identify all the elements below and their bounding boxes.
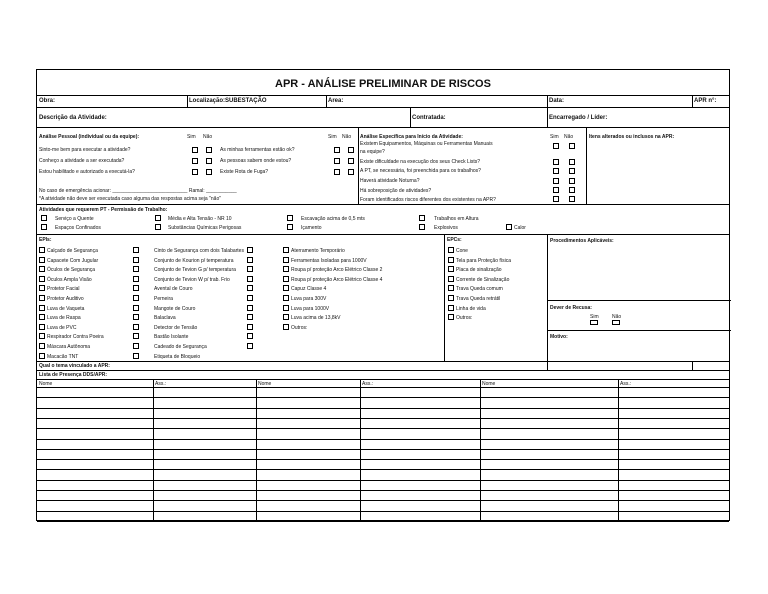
encarregado-field[interactable]: Encarregado / Líder:	[549, 115, 608, 121]
checkbox[interactable]	[39, 343, 45, 349]
form-title: APR - ANÁLISE PRELIMINAR DE RISCOS	[275, 78, 491, 90]
checkbox[interactable]	[334, 147, 340, 153]
checklist-item-label: Outros:	[291, 324, 308, 331]
question-text: Existem Equipamentos, Máquinas ou Ferramentas Manuais	[360, 141, 493, 147]
checklist-item-label: Trava Queda comum	[456, 286, 503, 293]
divider	[37, 127, 729, 128]
checkbox[interactable]	[283, 266, 289, 272]
checklist-item-label: Roupa p/ proteção Arco Elétrico Classe 2	[291, 267, 383, 274]
question-text: A PT, se necessária, foi preenchida para os trabalhos?	[360, 168, 481, 174]
question-text: Conheço a atividade a ser executada?	[39, 158, 125, 164]
question-text: As minhas ferramentas estão ok?	[220, 147, 295, 153]
checkbox[interactable]	[133, 314, 139, 320]
checklist-item-label: Trava Queda retrátil	[456, 296, 501, 302]
divider	[547, 234, 548, 361]
checklist-item-label: Mangote de Couro	[154, 305, 196, 312]
recusa-nao-checkbox[interactable]	[612, 320, 620, 325]
col-header-ass: Ass.:	[362, 381, 374, 387]
checkbox[interactable]	[41, 215, 47, 221]
checklist-item-label: Balaclava	[154, 315, 176, 322]
col-header-ass: Ass.:	[155, 381, 167, 387]
table-row[interactable]	[37, 408, 729, 409]
checkbox[interactable]	[247, 276, 253, 282]
checklist-item-label: Corrente de Sinalização	[456, 276, 510, 283]
checkbox[interactable]	[247, 266, 253, 272]
question-text: na equipe?	[360, 149, 385, 155]
checkbox[interactable]	[192, 158, 198, 164]
motivo-label: Motivo:	[550, 334, 568, 340]
table-row[interactable]	[37, 511, 729, 512]
sim-label: Sim	[590, 314, 599, 320]
checkbox[interactable]	[133, 305, 139, 311]
checkbox[interactable]	[348, 169, 354, 175]
table-row[interactable]	[37, 521, 729, 522]
checkbox[interactable]	[39, 266, 45, 272]
checklist-item-label: Tela para Proteção física	[456, 257, 512, 264]
pt-item: Escavação acima de 0,5 mts	[301, 216, 365, 222]
checkbox[interactable]	[419, 224, 425, 230]
divider	[187, 95, 188, 107]
pt-item: Explosivos	[434, 225, 458, 231]
pt-item: Média e Alta Tensão - NR 10	[168, 216, 232, 222]
checklist-item-label: Luva de Vaqueta	[47, 305, 85, 312]
divider	[37, 234, 729, 235]
sim-label: Sim	[550, 134, 559, 140]
pt-item: Substâncias Químicas Perigosas	[168, 225, 242, 231]
localizacao-field[interactable]: Localização:SUBESTAÇÃO	[189, 98, 267, 104]
divider	[326, 95, 327, 107]
checkbox[interactable]	[448, 285, 454, 291]
question-text: As pessoas sabem onde estou?	[220, 158, 292, 164]
checklist-item-label: Capacete Com Jugular	[47, 257, 99, 264]
checkbox[interactable]	[192, 147, 198, 153]
checkbox[interactable]	[39, 333, 45, 339]
checklist-item-label: Macacão TNT	[47, 353, 79, 360]
checkbox[interactable]	[569, 178, 575, 184]
question-text: Foram identificados riscos diferentes dos existentes na APR?	[360, 197, 496, 203]
divider	[547, 330, 731, 331]
nao-label: Não	[612, 314, 622, 320]
divider	[547, 107, 548, 127]
checkbox[interactable]	[448, 257, 454, 263]
checkbox[interactable]	[247, 324, 253, 330]
checklist-item-label: Conjunto de Tevion G p/ temperatura	[154, 267, 236, 274]
checkbox[interactable]	[39, 285, 45, 291]
checkbox[interactable]	[569, 196, 575, 202]
table-row[interactable]	[37, 449, 729, 450]
checkbox[interactable]	[553, 143, 559, 149]
checkbox[interactable]	[133, 247, 139, 253]
checklist-item-label: Máscara Autônoma	[47, 344, 91, 350]
table-row[interactable]	[37, 428, 729, 429]
checkbox[interactable]	[553, 159, 559, 165]
checkbox[interactable]	[247, 285, 253, 291]
checkbox[interactable]	[569, 159, 575, 165]
checklist-item-label: Bastão Isolante	[154, 334, 189, 341]
checkbox[interactable]	[206, 158, 212, 164]
nao-label: Não	[564, 134, 574, 140]
table-row[interactable]	[37, 490, 729, 491]
checklist-item-label: Outros:	[456, 315, 473, 322]
checkbox[interactable]	[133, 353, 139, 359]
checkbox[interactable]	[247, 305, 253, 311]
question-text: Existe dificuldade na execução dos seus Check Lists?	[360, 159, 481, 165]
tema-vinculado-label[interactable]: Qual o tema vinculado a APR:	[39, 363, 110, 369]
divider	[37, 204, 729, 205]
checklist-item-label: Detector de Tensão	[154, 324, 198, 331]
checklist-item-label: Etiqueta de Bloqueio	[154, 353, 201, 360]
dever-recusa-heading: Dever de Recusa:	[550, 305, 592, 311]
checkbox[interactable]	[569, 187, 575, 193]
checklist-item-label: Roupa p/ proteção Arco Elétrico Classe 4	[291, 276, 383, 283]
checklist-item-label: Conjunto de Tevion W p/ trab. Frio	[154, 276, 230, 283]
divider	[37, 361, 729, 362]
divider	[444, 234, 445, 361]
col-header-nome: Nome	[482, 381, 496, 387]
divider	[358, 127, 359, 204]
checkbox[interactable]	[155, 215, 161, 221]
checkbox[interactable]	[506, 224, 512, 230]
checklist-item-label: Luva de Raspa	[47, 315, 81, 322]
question-text: Haverá atividade Noturna?	[360, 178, 420, 184]
checklist-item-label: Luva acima de 13,8kV	[291, 315, 341, 322]
checklist-item-label: Óculos de Segurança	[47, 267, 96, 274]
checklist-item-label: Conjunto de Kourion p/ temperatura	[154, 257, 234, 264]
procedimentos-heading: Procedimentos Aplicáveis:	[550, 238, 614, 244]
checklist-item-label: Ferramentas Isoladas para 1000V	[291, 257, 367, 264]
pt-item: Calor	[514, 225, 526, 231]
checkbox[interactable]	[133, 276, 139, 282]
pt-item: Içamento	[301, 225, 322, 231]
analise-especifica-heading: Análise Específica para Início da Atividade:	[360, 134, 463, 140]
itens-alterados-heading: Itens alterados ou inclusos na APR:	[589, 134, 675, 140]
checkbox[interactable]	[419, 215, 425, 221]
checkbox[interactable]	[133, 266, 139, 272]
table-row[interactable]	[37, 418, 729, 419]
sim-label: Sim	[187, 134, 196, 140]
checkbox[interactable]	[206, 169, 212, 175]
checkbox[interactable]	[192, 169, 198, 175]
checkbox[interactable]	[553, 178, 559, 184]
lista-presenca-heading: Lista de Presença DDS/APR:	[39, 372, 108, 378]
checklist-item-label: Cadeado de Segurança	[154, 344, 207, 350]
checklist-item-label: Cinto de Segurança com dois Talabartes	[154, 248, 244, 254]
checkbox[interactable]	[39, 324, 45, 330]
checkbox[interactable]	[448, 314, 454, 320]
checkbox[interactable]	[247, 343, 253, 349]
checkbox[interactable]	[448, 295, 454, 301]
divider	[692, 95, 693, 107]
atividades-pt-heading: Atividades que requerem PT - Permissão de Trabalho:	[39, 207, 168, 213]
divider	[692, 361, 693, 370]
checkbox[interactable]	[283, 314, 289, 320]
checkbox[interactable]	[247, 333, 253, 339]
apr-number-field[interactable]: APR n°:	[694, 98, 717, 104]
analise-pessoal-heading: Análise Pessoal (individual ou da equipe):	[39, 134, 140, 140]
question-text: Estou habilitado e autorizado a executá-la?	[39, 169, 135, 175]
divider	[37, 370, 729, 371]
checkbox[interactable]	[133, 295, 139, 301]
divider	[37, 107, 729, 108]
checkbox[interactable]	[348, 158, 354, 164]
col-header-nome: Nome	[258, 381, 272, 387]
checklist-item-label: Aterramento Temporário	[291, 248, 345, 254]
checkbox[interactable]	[334, 169, 340, 175]
divider	[547, 95, 548, 107]
checkbox[interactable]	[39, 247, 45, 253]
question-text: Existe Rota de Fuga?	[220, 169, 269, 175]
divider	[37, 95, 729, 96]
sim-label: Sim	[328, 134, 337, 140]
checkbox[interactable]	[39, 257, 45, 263]
table-row[interactable]	[37, 500, 729, 501]
checklist-item-label: Protetor Facial	[47, 286, 80, 293]
obra-field[interactable]: Obra:	[39, 98, 56, 104]
checklist-item-label: Luva para 300V	[291, 296, 327, 302]
checkbox[interactable]	[247, 295, 253, 301]
checkbox[interactable]	[283, 324, 289, 330]
divider	[586, 127, 587, 204]
checkbox[interactable]	[247, 247, 253, 253]
checkbox[interactable]	[283, 305, 289, 311]
table-row[interactable]	[37, 397, 729, 398]
checklist-item-label: Avental de Couro	[154, 286, 193, 293]
checkbox[interactable]	[247, 257, 253, 263]
table-row[interactable]	[37, 469, 729, 470]
checkbox[interactable]	[553, 168, 559, 174]
checkbox[interactable]	[448, 266, 454, 272]
divider	[547, 361, 548, 370]
checkbox[interactable]	[155, 224, 161, 230]
checkbox[interactable]	[334, 158, 340, 164]
checkbox[interactable]	[206, 147, 212, 153]
pt-item: Trabalhos em Altura	[434, 216, 479, 222]
question-text: Há sobreposição de atividades?	[360, 188, 432, 194]
checkbox[interactable]	[553, 196, 559, 202]
nao-label: Não	[203, 134, 213, 140]
checkbox[interactable]	[448, 276, 454, 282]
checkbox[interactable]	[283, 285, 289, 291]
nota-text: *A atividade não deve ser executada caso alguma das respostas acima seja "não"	[39, 196, 221, 202]
checklist-item-label: Respirador Contra Poeira	[47, 334, 104, 341]
table-row[interactable]	[37, 480, 729, 481]
checkbox[interactable]	[287, 224, 293, 230]
pt-item: Espaços Confinados	[55, 225, 101, 231]
question-text: Sinto-me bem para executar a atividade?	[39, 147, 131, 153]
emergencia-text: No caso de emergência acionar: ___________________________ Ramal: ___________	[39, 188, 237, 194]
pt-item: Serviço a Quente	[55, 216, 94, 222]
checklist-item-label: Linha de vida	[456, 305, 486, 312]
checkbox[interactable]	[448, 305, 454, 311]
col-header-ass: Ass.:	[620, 381, 632, 387]
data-field[interactable]: Data:	[549, 98, 565, 104]
recusa-sim-checkbox[interactable]	[590, 320, 598, 325]
checkbox[interactable]	[569, 168, 575, 174]
nao-label: Não	[342, 134, 352, 140]
checklist-item-label: Cone	[456, 248, 468, 254]
checklist-item-label: Placa de sinalização	[456, 267, 502, 274]
checkbox[interactable]	[287, 215, 293, 221]
col-header-nome: Nome	[39, 381, 53, 387]
checklist-item-label: Luva para 1000V	[291, 305, 330, 312]
area-field[interactable]: Area:	[328, 98, 344, 104]
checkbox[interactable]	[553, 187, 559, 193]
checklist-item-label: Perneira	[154, 296, 173, 302]
divider	[547, 300, 731, 301]
checklist-item-label: Óculos Ampla Visão	[47, 276, 92, 283]
descricao-field[interactable]: Descrição da Atividade:	[39, 115, 107, 121]
checklist-item-label: Capuz Classe 4	[291, 286, 327, 293]
checklist-item-label: Calçado de Segurança	[47, 248, 98, 254]
checkbox[interactable]	[283, 295, 289, 301]
checkbox[interactable]	[133, 333, 139, 339]
table-row[interactable]	[37, 459, 729, 460]
divider	[37, 379, 729, 380]
apr-form	[36, 69, 730, 521]
epcs-heading: EPCs:	[447, 237, 462, 243]
checkbox[interactable]	[133, 343, 139, 349]
checkbox[interactable]	[283, 276, 289, 282]
table-row[interactable]	[37, 439, 729, 440]
checkbox[interactable]	[39, 353, 45, 359]
contratada-field[interactable]: Contratada:	[412, 115, 446, 121]
checkbox[interactable]	[39, 305, 45, 311]
divider	[410, 107, 411, 127]
checkbox[interactable]	[569, 143, 575, 149]
checklist-item-label: Luva de PVC	[47, 324, 77, 331]
checkbox[interactable]	[41, 224, 47, 230]
table-row[interactable]	[37, 387, 729, 388]
checklist-item-label: Protetor Auditivo	[47, 296, 84, 302]
checkbox[interactable]	[283, 257, 289, 263]
checkbox[interactable]	[39, 276, 45, 282]
epis-heading: EPIs:	[39, 237, 52, 243]
checkbox[interactable]	[448, 247, 454, 253]
checkbox[interactable]	[133, 324, 139, 330]
checkbox[interactable]	[133, 257, 139, 263]
checkbox[interactable]	[247, 314, 253, 320]
checkbox[interactable]	[348, 147, 354, 153]
checkbox[interactable]	[39, 314, 45, 320]
checkbox[interactable]	[283, 247, 289, 253]
checkbox[interactable]	[133, 285, 139, 291]
checkbox[interactable]	[39, 295, 45, 301]
